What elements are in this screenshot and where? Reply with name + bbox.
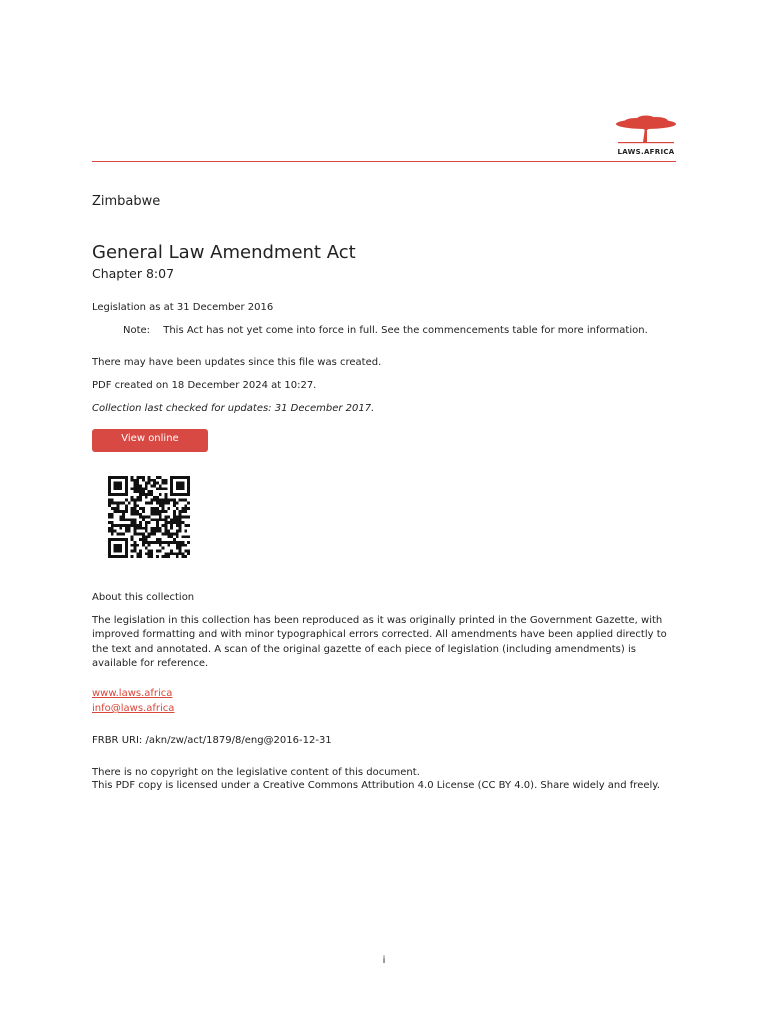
copyright-notice: There is no copyright on the legislative content of this document.	[92, 767, 420, 778]
collection-checked-date: Collection last checked for updates: 31 December 2017.	[92, 403, 375, 414]
acacia-tree-icon	[614, 114, 678, 148]
view-online-button[interactable]: View online	[92, 429, 208, 452]
logo-text: LAWS.AFRICA	[617, 148, 675, 156]
about-heading: About this collection	[92, 592, 195, 603]
country-label: Zimbabwe	[92, 194, 161, 209]
qr-code-graphic	[106, 476, 192, 558]
license-notice: This PDF copy is licensed under a Creative Commons Attribution 4.0 License (CC BY 4.0). Share widely and freely.	[92, 780, 660, 791]
about-body: The legislation in this collection has been reproduced as it was originally printed in the Government Gazette, with improved formatting and with minor typographical errors corrected. All amendments have been applied directly to the text and annotated. A scan of the original gazette of each piece of legislation (including amendments) is available for reference.	[92, 615, 667, 669]
laws-africa-logo	[614, 114, 678, 158]
document-title: General Law Amendment Act	[92, 242, 356, 263]
document-chapter: Chapter 8:07	[92, 266, 175, 281]
page-number: i	[382, 955, 386, 966]
frbr-uri: FRBR URI: /akn/zw/act/1879/8/eng@2016-12-31	[92, 735, 332, 746]
updates-notice: There may have been updates since this file was created.	[92, 357, 382, 368]
header-divider	[92, 161, 676, 162]
pdf-created-date: PDF created on 18 December 2024 at 10:27.	[92, 380, 317, 391]
legislation-date: Legislation as at 31 December 2016	[92, 302, 274, 313]
note-label: Note:	[123, 325, 151, 336]
email-link[interactable]: info@laws.africa	[92, 703, 175, 714]
commencement-note	[123, 325, 648, 336]
qr-code-icon[interactable]	[106, 476, 192, 558]
website-link[interactable]: www.laws.africa	[92, 688, 173, 699]
note-text: This Act has not yet come into force in full. See the commencements table for more information.	[163, 325, 648, 336]
